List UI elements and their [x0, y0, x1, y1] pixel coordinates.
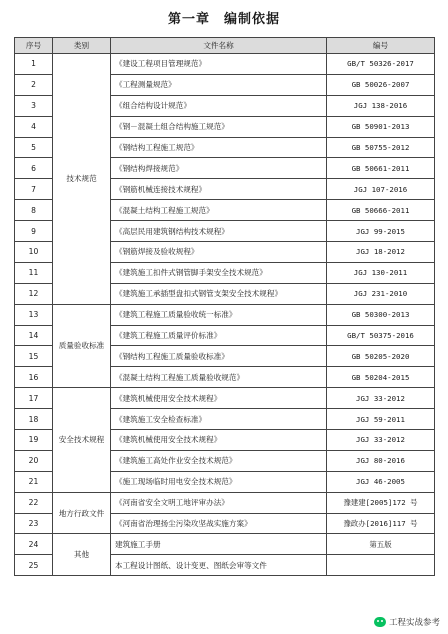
row-name: 《混凝土结构工程施工规范》	[111, 200, 327, 221]
category-safety: 安全技术规程	[53, 388, 111, 492]
table-row	[15, 534, 435, 555]
row-name: 《混凝土结构工程施工质量验收规范》	[111, 367, 327, 388]
row-code: JGJ 130-2011	[327, 262, 435, 283]
row-no: 2	[15, 74, 53, 95]
row-name: 《河南省治理扬尘污染攻坚战实施方案》	[111, 513, 327, 534]
row-code: GB 50901-2013	[327, 116, 435, 137]
row-no: 7	[15, 179, 53, 200]
basis-table	[14, 37, 435, 576]
watermark-text: 工程实战参考	[388, 618, 440, 628]
watermark	[374, 616, 440, 628]
row-name: 《钢－混凝土组合结构施工规范》	[111, 116, 327, 137]
header-category: 类别	[53, 38, 111, 54]
row-code: JGJ 18-2012	[327, 242, 435, 263]
row-code: JGJ 33-2012	[327, 388, 435, 409]
row-no: 24	[15, 534, 53, 555]
row-no: 6	[15, 158, 53, 179]
category-local: 地方行政文件	[53, 492, 111, 534]
row-name: 《建筑施工承插型盘扣式钢管支架安全技术规程》	[111, 283, 327, 304]
row-name: 《建筑施工高处作业安全技术规范》	[111, 450, 327, 471]
page-title: 第一章 编制依据	[167, 12, 280, 27]
row-name: 《工程测量规范》	[111, 74, 327, 95]
row-code: JGJ 99-2015	[327, 221, 435, 242]
row-name: 《建设工程项目管理规范》	[111, 54, 327, 75]
row-code: 第五版	[327, 534, 435, 555]
row-name: 《钢结构焊接规范》	[111, 158, 327, 179]
table-header-row	[15, 38, 435, 54]
row-no: 20	[15, 450, 53, 471]
row-code: GB/T 50375-2016	[327, 325, 435, 346]
row-name: 本工程设计图纸、设计变更、图纸会审等文件	[111, 555, 327, 576]
table-row	[15, 492, 435, 513]
row-no: 17	[15, 388, 53, 409]
row-name: 《建筑机械使用安全技术规程》	[111, 430, 327, 451]
row-no: 21	[15, 471, 53, 492]
row-code: JGJ 107-2016	[327, 179, 435, 200]
row-no: 10	[15, 242, 53, 263]
row-code: JGJ 33-2012	[327, 430, 435, 451]
row-code: GB 50300-2013	[327, 304, 435, 325]
row-code: JGJ 138-2016	[327, 95, 435, 116]
row-no: 16	[15, 367, 53, 388]
table-row	[15, 388, 435, 409]
row-no: 13	[15, 304, 53, 325]
row-no: 3	[15, 95, 53, 116]
row-code: GB 50026-2007	[327, 74, 435, 95]
row-code: GB 50204-2015	[327, 367, 435, 388]
row-name: 《建筑机械使用安全技术规程》	[111, 388, 327, 409]
row-code: JGJ 46-2005	[327, 471, 435, 492]
row-code: JGJ 231-2010	[327, 283, 435, 304]
row-no: 5	[15, 137, 53, 158]
header-code: 编号	[327, 38, 435, 54]
wechat-icon	[374, 617, 386, 627]
row-name: 《组合结构设计规范》	[111, 95, 327, 116]
row-name: 《河南省安全文明工地评审办法》	[111, 492, 327, 513]
row-no: 23	[15, 513, 53, 534]
row-no: 1	[15, 54, 53, 75]
row-name: 《钢筋机械连接技术规程》	[111, 179, 327, 200]
row-code	[327, 555, 435, 576]
row-name: 《建筑施工安全检查标准》	[111, 409, 327, 430]
row-no: 12	[15, 283, 53, 304]
row-no: 11	[15, 262, 53, 283]
row-name: 《建筑施工扣件式钢管脚手架安全技术规范》	[111, 262, 327, 283]
row-name: 《钢结构工程施工质量验收标准》	[111, 346, 327, 367]
row-name: 《高层民用建筑钢结构技术规程》	[111, 221, 327, 242]
row-name: 建筑施工手册	[111, 534, 327, 555]
table-row	[15, 54, 435, 75]
row-name: 《钢筋焊接及验收规程》	[111, 242, 327, 263]
category-quality: 质量验收标准	[53, 304, 111, 388]
row-code: JGJ 80-2016	[327, 450, 435, 471]
row-code: GB 50755-2012	[327, 137, 435, 158]
header-name: 文件名称	[111, 38, 327, 54]
row-code: 豫政办[2016]117 号	[327, 513, 435, 534]
row-no: 25	[15, 555, 53, 576]
row-no: 22	[15, 492, 53, 513]
row-no: 9	[15, 221, 53, 242]
row-name: 《钢结构工程施工规范》	[111, 137, 327, 158]
table-row	[15, 304, 435, 325]
row-code: GB 50661-2011	[327, 158, 435, 179]
row-name: 《建筑工程施工质量验收统一标准》	[111, 304, 327, 325]
row-code: GB 50205-2020	[327, 346, 435, 367]
row-code: JGJ 59-2011	[327, 409, 435, 430]
row-no: 4	[15, 116, 53, 137]
header-no: 序号	[15, 38, 53, 54]
row-no: 15	[15, 346, 53, 367]
row-no: 14	[15, 325, 53, 346]
row-code: GB 50666-2011	[327, 200, 435, 221]
row-code: GB/T 50326-2017	[327, 54, 435, 75]
row-no: 19	[15, 430, 53, 451]
category-other: 其他	[53, 534, 111, 576]
row-code: 豫建建[2005]172 号	[327, 492, 435, 513]
row-name: 《施工现场临时用电安全技术规范》	[111, 471, 327, 492]
category-tech: 技术规范	[53, 54, 111, 305]
row-no: 18	[15, 409, 53, 430]
row-name: 《建筑工程施工质量评价标准》	[111, 325, 327, 346]
row-no: 8	[15, 200, 53, 221]
